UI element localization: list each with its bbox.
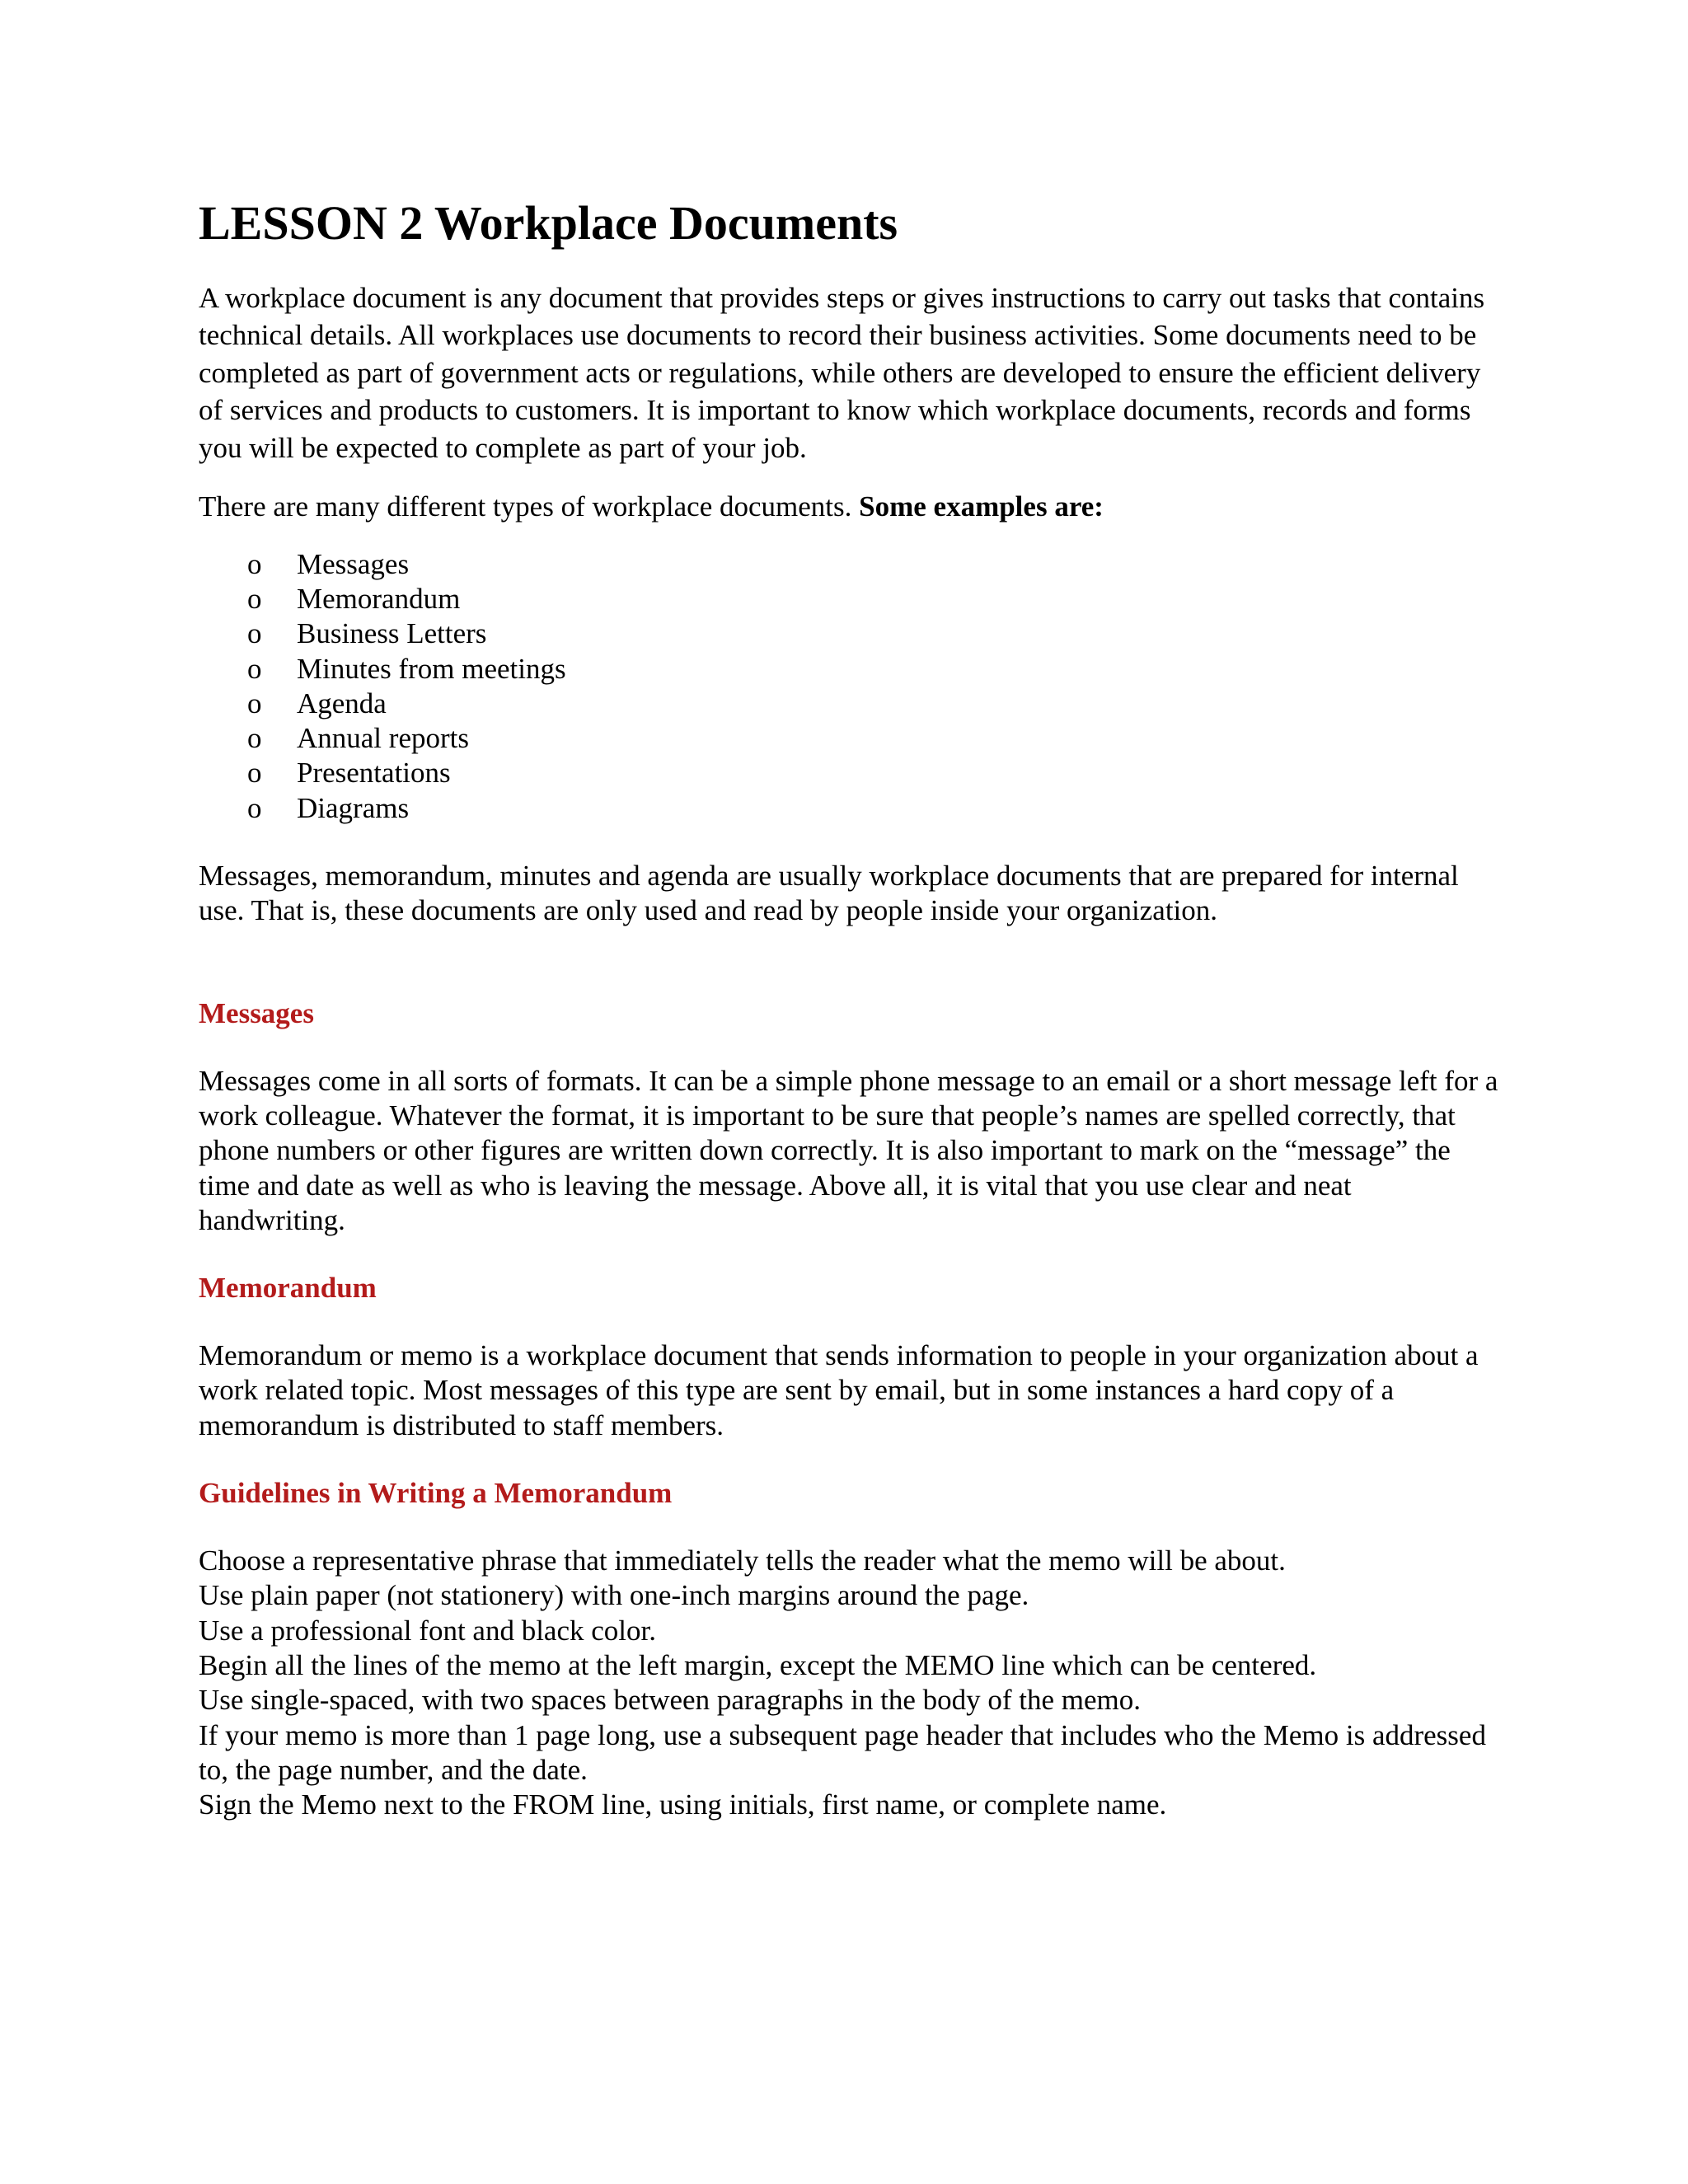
- list-item: [199, 652, 1501, 687]
- list-item-label: Agenda: [297, 687, 387, 719]
- bullet-icon: o: [247, 582, 262, 615]
- guideline-line: Sign the Memo next to the FROM line, using initials, first name, or complete name.: [199, 1788, 1167, 1821]
- bullet-icon: o: [247, 722, 262, 755]
- memorandum-body: Memorandum or memo is a workplace document that sends information to people in your organization about a work related topic. Most messages of this type are sent by email, but in some instances a hard copy of a memorandum is distributed to staff members.: [199, 1339, 1479, 1441]
- guidelines-list: [199, 1544, 1501, 1822]
- list-item: [199, 756, 1501, 790]
- guideline-line: Use plain paper (not stationery) with one-inch margins around the page.: [199, 1579, 1029, 1612]
- memorandum-heading: Memorandum: [199, 1272, 377, 1305]
- intro-paragraph: A workplace document is any document that provides steps or gives instructions to carry out tasks that contains technical details. All workplaces use documents to record their business activities. Some documents need to be completed as part of government acts or regulations, while others are developed to ensure the efficient delivery of services and products to customers. It is important to know which workplace documents, records and forms you will be expected to complete as part of your job.: [199, 281, 1485, 464]
- list-item: [199, 687, 1501, 721]
- bullet-icon: o: [247, 791, 262, 824]
- bullet-icon: o: [247, 617, 262, 650]
- bullet-icon: o: [247, 687, 262, 719]
- guideline-line: Use a professional font and black color.: [199, 1614, 656, 1647]
- list-item-label: Messages: [297, 547, 410, 580]
- types-intro-bold: Some examples are:: [859, 490, 1104, 523]
- guideline-line: Begin all the lines of the memo at the left margin, except the MEMO line which can be centered.: [199, 1648, 1317, 1681]
- internal-use-paragraph: Messages, memorandum, minutes and agenda are usually workplace documents that are prepared for internal use. That is, these documents are only used and read by people inside your organization.: [199, 860, 1459, 927]
- messages-body: Messages come in all sorts of formats. It can be a simple phone message to an email or a short message left for a work colleague. Whatever the format, it is important to be sure that people’s names are spelled correctly, that phone numbers or other figures are written down correctly. It is also important to mark on the “message” the time and date as well as who is leaving the message. Above all, it is vital that you use clear and neat handwriting.: [199, 1064, 1498, 1236]
- bullet-icon: o: [247, 547, 262, 580]
- list-item: [199, 547, 1501, 582]
- list-item: [199, 582, 1501, 616]
- list-item-label: Diagrams: [297, 791, 410, 824]
- bullet-icon: o: [247, 757, 262, 790]
- list-item-label: Presentations: [297, 757, 451, 790]
- bullet-icon: o: [247, 652, 262, 685]
- types-intro-text: There are many different types of workplace documents.: [199, 490, 860, 523]
- list-item: [199, 721, 1501, 756]
- guidelines-heading: Guidelines in Writing a Memorandum: [199, 1477, 673, 1510]
- types-intro: [199, 488, 1501, 526]
- messages-heading: Messages: [199, 996, 314, 1029]
- page-title: LESSON 2 Workplace Documents: [199, 196, 898, 250]
- examples-list: [199, 547, 1501, 826]
- list-item-label: Annual reports: [297, 722, 469, 755]
- document-page: [199, 196, 1501, 1822]
- list-item-label: Business Letters: [297, 617, 487, 650]
- list-item-label: Minutes from meetings: [297, 652, 566, 685]
- guideline-line: Choose a representative phrase that immediately tells the reader what the memo will be about.: [199, 1544, 1286, 1577]
- list-item: [199, 791, 1501, 826]
- guideline-line: Use single-spaced, with two spaces between paragraphs in the body of the memo.: [199, 1684, 1142, 1717]
- list-item: [199, 616, 1501, 651]
- list-item-label: Memorandum: [297, 582, 461, 615]
- guideline-line: If your memo is more than 1 page long, use a subsequent page header that includes who the Memo is addressed to, the page number, and the date.: [199, 1718, 1486, 1786]
